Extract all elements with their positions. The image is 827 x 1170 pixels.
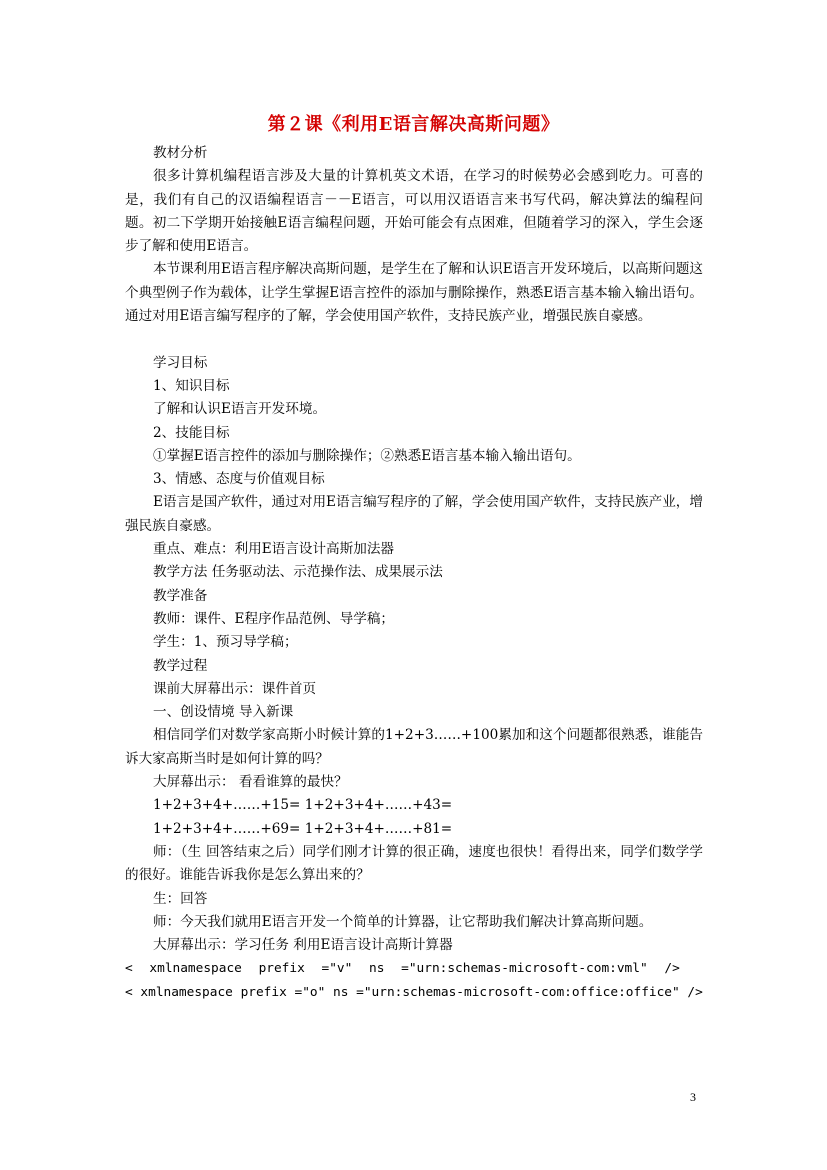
prep-student: 学生：1、预习导学稿； xyxy=(153,634,298,651)
goal-1-heading: 1、知识目标 xyxy=(153,377,230,394)
student-answer: 生：回答 xyxy=(153,890,208,907)
goal-2-text: ①掌握E语言控件的添加与删除操作；②熟悉E语言基本输入输出语句。 xyxy=(153,447,581,464)
analysis-paragraph-2: 本节课利用E语言程序解决高斯问题，是学生在了解和认识E语言开发环境后，以高斯问题这个典型例子作为载体，让学生掌握E语言控件的添加与删除操作，熟悉E语言基本输入输出语句。通过对用E语言编写程序的了解，学会使用国产软件，支持民族产业，增强民族自豪感。 xyxy=(125,261,703,325)
goal-3-heading: 3、情感、态度与价值观目标 xyxy=(153,471,325,488)
screen-display-1: 大屏幕出示： 看看谁算的最快？ xyxy=(153,774,348,791)
lesson-body xyxy=(125,142,703,1004)
blank-line xyxy=(125,328,703,351)
process-heading: 教学过程 xyxy=(153,657,208,674)
analysis-heading: 教材分析 xyxy=(153,145,208,161)
teacher-remark-2: 师：今天我们就用E语言开发一个简单的计算器，让它帮助我们解决计算高斯问题。 xyxy=(153,913,653,930)
key-points: 重点、难点：利用E语言设计高斯加法器 xyxy=(153,541,395,558)
step-1-heading: 一、创设情境 导入新课 xyxy=(153,704,294,721)
page-number: 3 xyxy=(690,1090,696,1104)
xml-namespace-line-1: < xmlnamespace prefix ="v" ns ="urn:schemas-microsoft-com:vml" /> xyxy=(125,961,680,977)
lesson-title: 第２课《利用E语言解决高斯问题》 xyxy=(267,114,560,135)
xml-namespace-line-2: < xmlnamespace prefix ="o" ns ="urn:schemas-microsoft-com:office:office" /> xyxy=(125,984,703,1000)
teaching-methods: 教学方法 任务驱动法、示范操作法、成果展示法 xyxy=(153,564,443,581)
formula-line-2: 1+2+3+4+……+69= 1+2+3+4+……+81= xyxy=(153,820,453,837)
goal-1-text: 了解和认识E语言开发环境。 xyxy=(153,401,327,418)
goal-2-heading: 2、技能目标 xyxy=(153,424,230,441)
prep-heading: 教学准备 xyxy=(153,587,208,604)
screen-display-2: 大屏幕出示：学习任务 利用E语言设计高斯计算器 xyxy=(153,937,453,954)
pre-class-screen: 课前大屏幕出示：课件首页 xyxy=(153,680,317,697)
step-1-text: 相信同学们对数学家高斯小时候计算的1+2+3……+100累加和这个问题都很熟悉，谁能告诉大家高斯当时是如何计算的吗？ xyxy=(125,727,703,767)
teacher-remark-1: 师：（生 回答结束之后）同学们刚才计算的很正确，速度也很快！看得出来，同学们数学学的很好。谁能告诉我你是怎么算出来的？ xyxy=(125,843,703,884)
formula-line-1: 1+2+3+4+……+15= 1+2+3+4+……+43= xyxy=(153,797,453,814)
goal-3-text: E语言是国产软件，通过对用E语言编写程序的了解，学会使用国产软件，支持民族产业，增强民族自豪感。 xyxy=(125,494,703,534)
analysis-paragraph-1: 很多计算机编程语言涉及大量的计算机英文术语，在学习的时候势必会感到吃力。可喜的是，我们有自己的汉语编程语言－－E语言，可以用汉语语言来书写代码，解决算法的编程问题。初二下学期开始接触E语言编程问题，开始可能会有点困难，但随着学习的深入，学生会逐步了解和使用E语言。 xyxy=(125,168,703,255)
prep-teacher: 教师：课件、E程序作品范例、导学稿； xyxy=(153,610,395,627)
goals-heading: 学习目标 xyxy=(153,354,208,371)
